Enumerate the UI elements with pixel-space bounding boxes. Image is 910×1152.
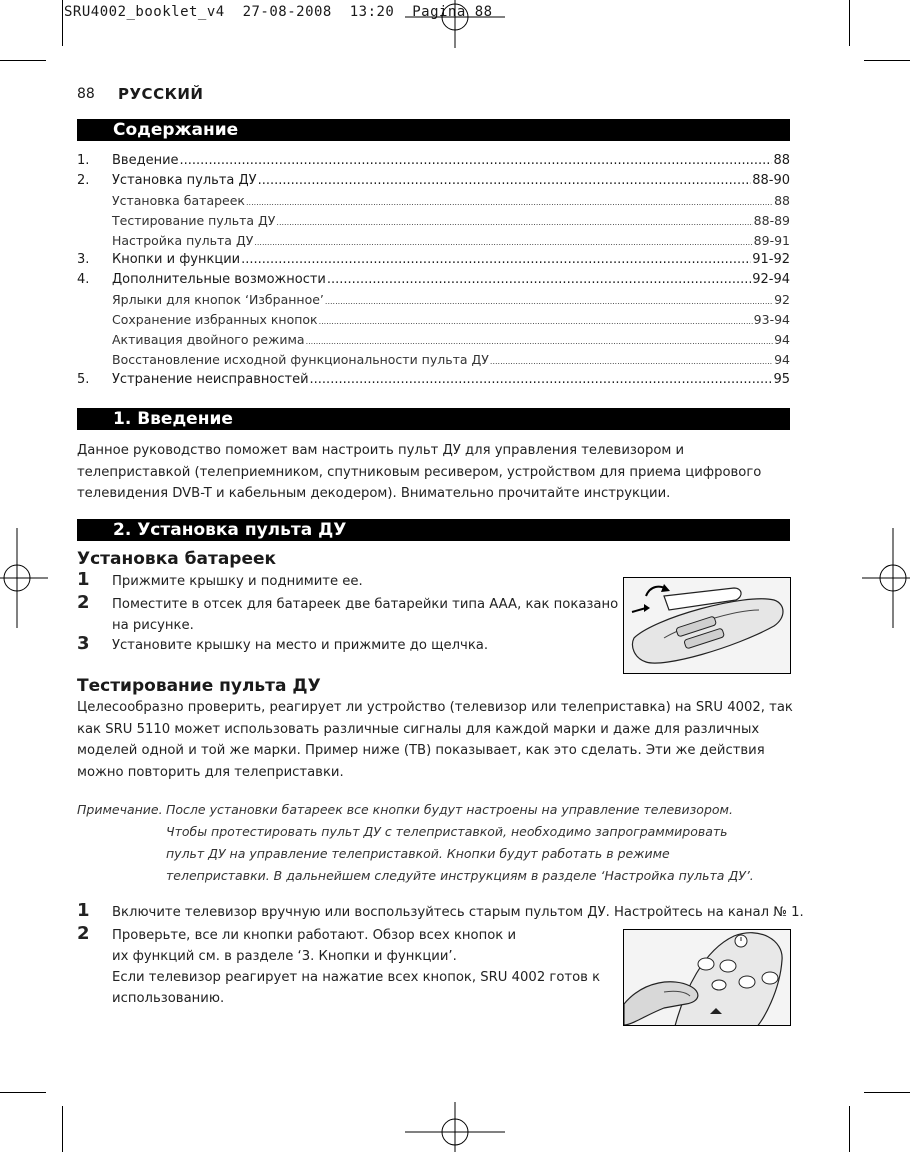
testing-line: Целесообразно проверить, реагирует ли устройство (телевизор или телеприставка) на SRU 4002, так [77,700,793,715]
toc-title: Устранение неисправностей [112,371,309,387]
page-number: 88 [77,86,95,102]
toc-entry [77,252,790,272]
toc-page: 91-92 [752,252,790,268]
testing-line: моделей одной и той же марки. Пример ниже (ТВ) показывает, как это сделать. Эти же действия [77,743,765,758]
toc-page: 88-89 [753,212,790,228]
toc-leader [241,252,751,267]
toc-leader [319,313,753,328]
step-number: 2 [77,592,90,613]
toc-number: 4. [77,272,90,288]
toc-entry [77,173,790,193]
step-text: Установите крышку на место и прижмите до щелчка. [112,638,489,653]
step-text: Включите телевизор вручную или воспользуйтесь старым пультом ДУ. Настройтесь на канал № 1. [112,905,804,920]
toc-page: 92-94 [752,272,790,288]
toc-number: 5. [77,371,90,387]
toc-entry [77,332,790,352]
battery-illustration [623,577,791,674]
toc-page: 94 [774,332,790,348]
toc-title: Дополнительные возможности [112,272,326,288]
section1-title: 1. Введение [77,408,790,430]
remote-test-illustration [623,929,791,1026]
toc-leader [490,353,773,368]
toc-entry [77,193,790,213]
toc-entry [77,233,790,253]
table-of-contents [77,153,790,392]
toc-entry [77,312,790,332]
step-text: их функций см. в разделе ‘3. Кнопки и функции’. [112,949,457,964]
toc-title: Введение [112,153,179,168]
toc-title: Восстановление исходной функциональности пульта ДУ [112,351,489,367]
toc-leader [180,153,773,168]
toc-leader [276,214,752,229]
toc-page: 94 [774,351,790,367]
toc-title: Тестирование пульта ДУ [112,212,276,228]
print-slug: SRU4002_booklet_v4 27-08-2008 13:20 Pagina 88 [64,4,493,20]
step-number: 2 [77,923,90,944]
toc-page: 95 [773,371,790,387]
toc-title: Ярлыки для кнопок ‘Избранное’ [112,292,324,308]
toc-page: 89-91 [753,232,790,248]
testing-note [77,799,790,887]
intro-line: Данное руководство поможет вам настроить пульт ДУ для управления телевизором и [77,443,685,458]
toc-leader [258,173,752,188]
step-text: Прижмите крышку и поднимите ее. [112,574,363,589]
toc-page: 92 [774,292,790,308]
toc-leader [246,194,773,209]
step-number: 1 [77,900,90,921]
note-label: Примечание. [77,802,163,817]
toc-entry [77,292,790,312]
toc-title: Активация двойного режима [112,332,305,348]
contents-title: Содержание [77,119,790,141]
step-number: 3 [77,633,90,654]
intro-line: телевидения DVB-T и кабельным декодером). Внимательно прочитайте инструкции. [77,486,671,501]
section2-title: 2. Установка пульта ДУ [77,519,790,541]
toc-number: 1. [77,153,90,168]
language-label: РУССКИЙ [118,85,204,103]
intro-line: телеприставкой (телеприемником, спутниковым ресивером, устройством для приема цифрового [77,464,762,480]
toc-entry [77,213,790,233]
step-text: Проверьте, все ли кнопки работают. Обзор всех кнопок и [112,928,517,943]
section1-intro [77,440,761,505]
testing-line: можно повторить для телеприставки. [77,764,344,780]
toc-leader [327,272,751,287]
toc-page: 88 [774,192,790,208]
toc-entry [77,372,790,392]
toc-title: Сохранение избранных кнопок [112,312,318,328]
toc-leader [310,372,773,387]
toc-title: Настройка пульта ДУ [112,232,254,248]
toc-number: 2. [77,172,90,188]
toc-title: Установка батареек [112,192,245,208]
toc-page: 88 [773,153,790,168]
step-text: Если телевизор реагирует на нажатие всех кнопок, SRU 4002 готов к [112,970,601,985]
note-line: пульт ДУ на управление телеприставкой. Кнопки будут работать в режиме [166,846,670,861]
toc-entry [77,153,790,173]
toc-page: 93-94 [753,312,790,328]
batteries-heading: Установка батареек [77,549,277,569]
step-text: на рисунке. [112,618,194,633]
testing-line: как SRU 5110 может использовать различные сигналы для каждой марки и даже для различных [77,721,760,737]
toc-leader [254,234,752,249]
toc-entry [77,272,790,292]
toc-title: Установка пульта ДУ [112,172,257,188]
step-text: Поместите в отсек для батареек две батарейки типа AAA, как показано [112,597,619,612]
toc-entry [77,352,790,372]
note-line: После установки батареек все кнопки будут настроены на управление телевизором. [166,802,733,817]
toc-number: 3. [77,252,90,268]
note-line: Чтобы протестировать пульт ДУ с телеприставкой, необходимо запрограммировать [166,824,728,839]
toc-page: 88-90 [752,172,790,188]
toc-title: Кнопки и функции [112,252,241,268]
note-line: телеприставки. В дальнейшем следуйте инструкциям в разделе ‘Настройка пульта ДУ’. [166,868,754,883]
step-text: использованию. [112,991,225,1006]
testing-heading: Тестирование пульта ДУ [77,676,321,696]
toc-leader [306,333,774,348]
step-number: 1 [77,569,90,590]
testing-intro [77,697,793,783]
toc-leader [325,293,773,308]
